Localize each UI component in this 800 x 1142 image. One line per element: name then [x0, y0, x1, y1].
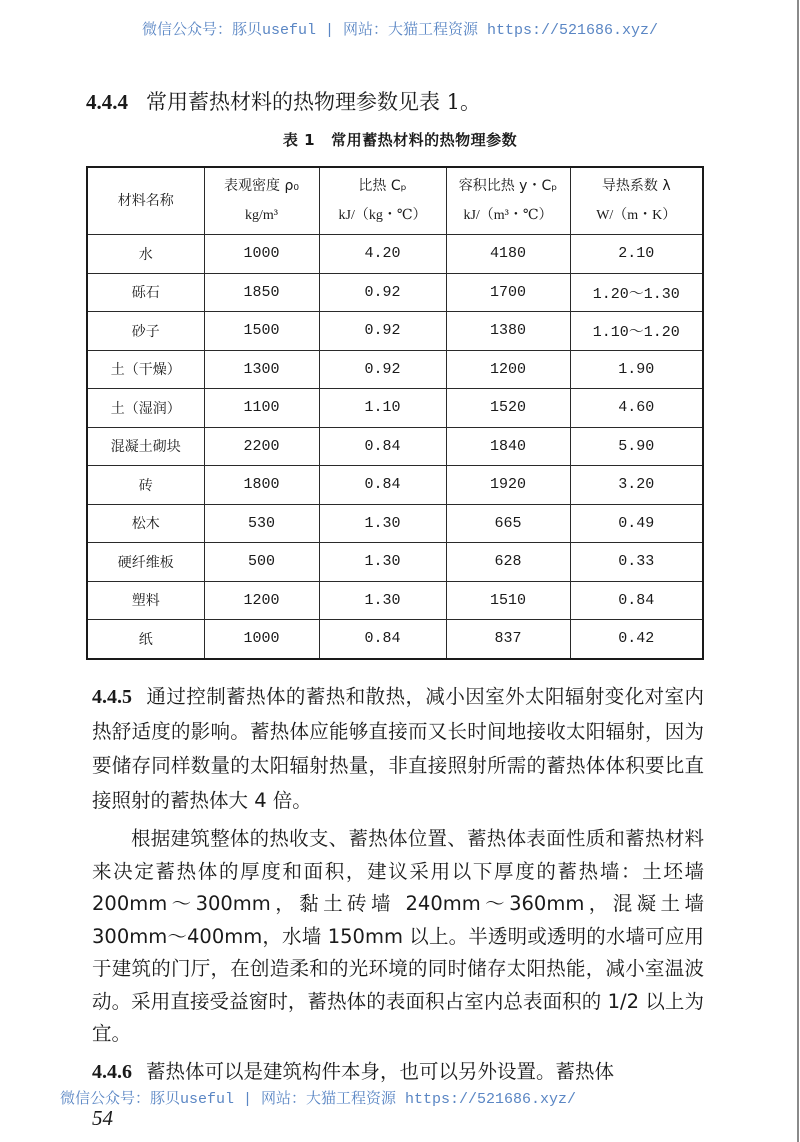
- watermark-top: 微信公众号：豚贝useful | 网站：大猫工程资源 https://521686.xyz/: [141, 22, 659, 39]
- cell-volumetric-heat: 665: [446, 504, 570, 543]
- cell-material: 砾石: [87, 273, 204, 312]
- cell-density: 1000: [204, 620, 319, 659]
- table-caption: [0, 129, 800, 150]
- table-row: [87, 581, 703, 620]
- header-unit: kg/m³: [245, 208, 278, 223]
- cell-material: 土（干燥）: [87, 350, 204, 389]
- table-row: [87, 312, 703, 351]
- cell-conductivity: 5.90: [570, 427, 703, 466]
- table-row: [87, 620, 703, 659]
- cell-conductivity: 2.10: [570, 235, 703, 274]
- section-text: 通过控制蓄热体的蓄热和散热，减小因室外太阳辐射变化对室内热舒适度的影响。蓄热体应能够直接而又长时间地接收太阳辐射，因为要储存同样数量的太阳辐射热量，非直接照射所需的蓄热体体积要比直接照射的蓄热体大 4 倍。: [92, 685, 704, 812]
- cell-specific-heat: 0.92: [319, 273, 446, 312]
- cell-material: 硬纤维板: [87, 543, 204, 582]
- table-row: [87, 273, 703, 312]
- table-row: [87, 466, 703, 505]
- cell-density: 1500: [204, 312, 319, 351]
- cell-volumetric-heat: 1840: [446, 427, 570, 466]
- table-header-row: [87, 167, 703, 235]
- cell-volumetric-heat: 837: [446, 620, 570, 659]
- cell-volumetric-heat: 628: [446, 543, 570, 582]
- header-label: 表观密度 ρ₀: [224, 178, 299, 194]
- page-number: 54: [92, 1106, 113, 1130]
- cell-density: 2200: [204, 427, 319, 466]
- section-text: 常用蓄热材料的热物理参数见表 1。: [146, 90, 482, 114]
- cell-volumetric-heat: 1520: [446, 389, 570, 428]
- cell-conductivity: 0.49: [570, 504, 703, 543]
- cell-volumetric-heat: 1510: [446, 581, 570, 620]
- section-4-4-6: [92, 1055, 704, 1090]
- header-label: 材料名称: [117, 192, 174, 209]
- table-caption-number: 表 1: [282, 131, 316, 149]
- header-unit: W/（m・K）: [596, 208, 677, 223]
- cell-specific-heat: 1.30: [319, 581, 446, 620]
- table-row: [87, 427, 703, 466]
- cell-conductivity: 0.42: [570, 620, 703, 659]
- watermark-bottom: 微信公众号：豚贝useful | 网站：大猫工程资源 https://521686.xyz/: [60, 1091, 577, 1108]
- section-number: 4.4.5: [92, 686, 132, 708]
- cell-material: 砂子: [87, 312, 204, 351]
- col-header-volumetric-heat: [446, 167, 570, 235]
- cell-material: 砖: [87, 466, 204, 505]
- cell-density: 1800: [204, 466, 319, 505]
- header-label: 比热 Cₚ: [358, 178, 407, 194]
- cell-specific-heat: 1.30: [319, 543, 446, 582]
- table-row: [87, 389, 703, 428]
- section-number: 4.4.4: [86, 90, 128, 114]
- cell-specific-heat: 0.92: [319, 350, 446, 389]
- cell-specific-heat: 0.92: [319, 312, 446, 351]
- cell-conductivity: 1.20～1.30: [570, 273, 703, 312]
- section-text: 蓄热体可以是建筑构件本身，也可以另外设置。蓄热体: [146, 1060, 615, 1083]
- cell-material: 塑料: [87, 581, 204, 620]
- cell-volumetric-heat: 1380: [446, 312, 570, 351]
- header-label: 导热系数 λ: [601, 178, 671, 194]
- thermal-params-table: [86, 166, 704, 660]
- table-row: [87, 235, 703, 274]
- col-header-conductivity: [570, 167, 703, 235]
- cell-volumetric-heat: 1920: [446, 466, 570, 505]
- cell-density: 500: [204, 543, 319, 582]
- cell-specific-heat: 1.10: [319, 389, 446, 428]
- cell-material: 纸: [87, 620, 204, 659]
- cell-specific-heat: 4.20: [319, 235, 446, 274]
- table-row: [87, 543, 703, 582]
- header-unit: kJ/（m³・℃）: [463, 208, 553, 223]
- cell-material: 混凝土砌块: [87, 427, 204, 466]
- table-row: [87, 350, 703, 389]
- section-4-4-4: [86, 86, 481, 116]
- cell-material: 松木: [87, 504, 204, 543]
- cell-specific-heat: 0.84: [319, 427, 446, 466]
- cell-density: 1300: [204, 350, 319, 389]
- cell-volumetric-heat: 4180: [446, 235, 570, 274]
- cell-density: 1850: [204, 273, 319, 312]
- cell-specific-heat: 0.84: [319, 466, 446, 505]
- section-number: 4.4.6: [92, 1061, 132, 1083]
- cell-material: 水: [87, 235, 204, 274]
- header-unit: kJ/（kg・℃）: [338, 208, 427, 223]
- cell-conductivity: 0.33: [570, 543, 703, 582]
- cell-conductivity: 3.20: [570, 466, 703, 505]
- cell-specific-heat: 0.84: [319, 620, 446, 659]
- page-edge-shadow: [797, 0, 799, 1142]
- cell-density: 1000: [204, 235, 319, 274]
- section-4-4-5-paragraph-2: 根据建筑整体的热收支、蓄热体位置、蓄热体表面性质和蓄热材料来决定蓄热体的厚度和面积，建议采用以下厚度的蓄热墙：土坯墙 200mm～300mm，黏土砖墙 240mm～360mm，混凝土墙 300mm～400mm，水墙 150mm 以上。半透明或透明的水墙可应用于建筑的门厅，在创造柔和的光环境的同时储存太阳热能，减小室温波动。采用直接受益窗时，蓄热体的表面积占室内总表面积的 1/2 以上为宜。: [92, 827, 704, 1045]
- section-4-4-5: [92, 680, 704, 818]
- cell-conductivity: 1.90: [570, 350, 703, 389]
- cell-density: 1200: [204, 581, 319, 620]
- header-label: 容积比热 y・Cₚ: [458, 178, 558, 194]
- col-header-specific-heat: [319, 167, 446, 235]
- cell-specific-heat: 1.30: [319, 504, 446, 543]
- col-header-density: [204, 167, 319, 235]
- cell-conductivity: 4.60: [570, 389, 703, 428]
- cell-volumetric-heat: 1200: [446, 350, 570, 389]
- cell-density: 1100: [204, 389, 319, 428]
- cell-conductivity: 0.84: [570, 581, 703, 620]
- cell-material: 土（湿润）: [87, 389, 204, 428]
- table-caption-title: 常用蓄热材料的热物理参数: [331, 131, 518, 149]
- col-header-material: [87, 167, 204, 235]
- cell-density: 530: [204, 504, 319, 543]
- cell-volumetric-heat: 1700: [446, 273, 570, 312]
- cell-conductivity: 1.10～1.20: [570, 312, 703, 351]
- table-row: [87, 504, 703, 543]
